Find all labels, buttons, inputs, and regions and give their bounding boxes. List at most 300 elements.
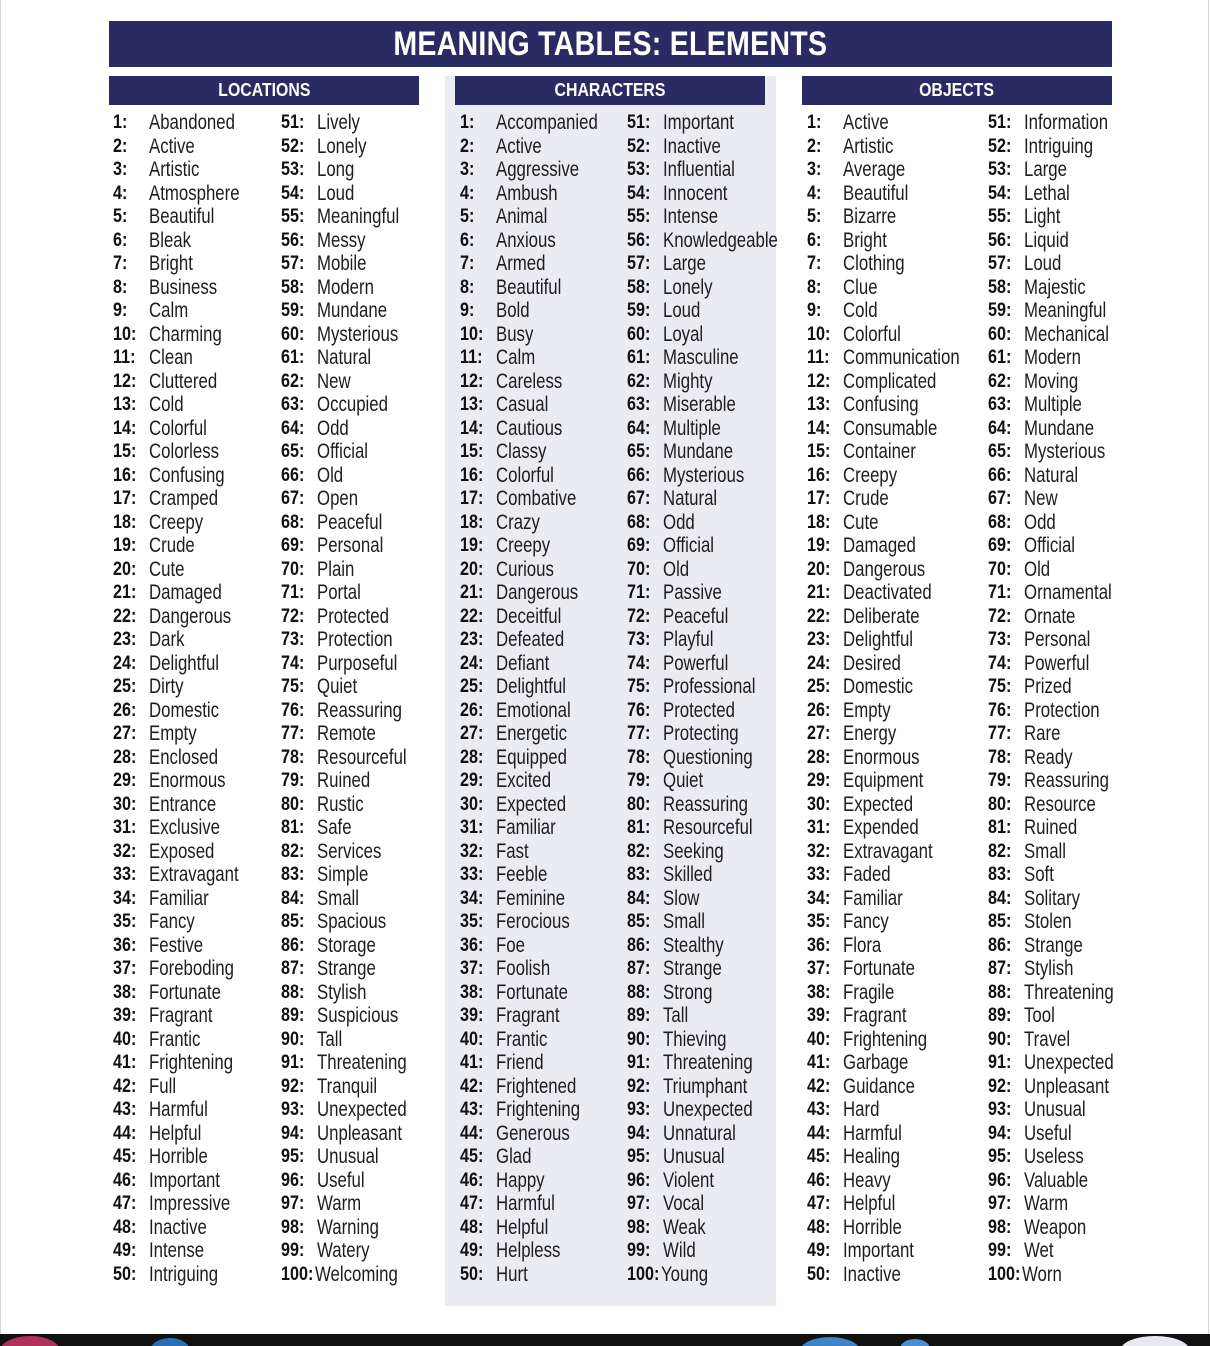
entry-number: 9: [113, 300, 128, 321]
entry-number: 88: [281, 981, 305, 1003]
table-entry [281, 1239, 441, 1263]
entry-number: 67: [281, 488, 305, 509]
entry-word: Moving [1024, 369, 1079, 393]
entry-word: Aggressive [496, 158, 580, 181]
table-entry [988, 699, 1110, 723]
entry-number: 30: [460, 793, 484, 815]
table-entry [281, 182, 441, 206]
entry-word: Beautiful [149, 205, 215, 228]
entry-word: Flora [843, 933, 882, 957]
entry-word: Business [149, 275, 218, 299]
entry-number: 78: [281, 746, 305, 768]
entry-number: 90: [281, 1028, 305, 1050]
entry-word: Fragrant [496, 1004, 560, 1027]
table-entry [807, 464, 985, 488]
entry-number: 63: [281, 394, 305, 415]
entry-word: Energetic [496, 722, 567, 745]
entry-word: Seeking [663, 839, 724, 863]
table-entry [988, 887, 1110, 911]
objects-header [802, 76, 1112, 105]
entry-number: 61: [988, 347, 1012, 368]
table-entry [460, 182, 625, 206]
table-entry [807, 699, 985, 723]
table-entry [627, 487, 772, 511]
table-entry [988, 1051, 1114, 1075]
entry-number: 73: [988, 629, 1012, 650]
entry-number: 93: [988, 1099, 1012, 1120]
entry-number: 19: [113, 535, 137, 556]
entry-word: Weak [663, 1215, 706, 1239]
table-entry [460, 1098, 625, 1122]
table-entry [627, 205, 772, 229]
entry-number: 49: [807, 1240, 831, 1261]
entry-number: 79: [988, 770, 1012, 791]
table-entry [807, 1263, 985, 1287]
entry-number: 47: [807, 1193, 831, 1214]
table-entry [281, 840, 441, 864]
table-entry [113, 793, 278, 817]
table-entry [281, 158, 441, 182]
entry-number: 50: [460, 1263, 484, 1285]
entry-word: Fragrant [149, 1004, 213, 1027]
entry-word: Safe [317, 816, 352, 839]
entry-number: 27: [807, 723, 831, 744]
table-entry [807, 581, 985, 605]
entry-word: Tall [663, 1004, 689, 1027]
table-entry [281, 323, 441, 347]
entry-number: 14: [113, 417, 137, 439]
table-entry [988, 111, 1110, 135]
table-entry [281, 1028, 441, 1052]
entry-number: 13: [807, 394, 831, 415]
entry-word: Liquid [1024, 228, 1069, 252]
entry-word: Frightening [496, 1098, 581, 1121]
page-title: MEANING TABLES: ELEMENTS [393, 24, 828, 63]
table-entry [113, 863, 278, 887]
characters-header [455, 76, 765, 105]
entry-number: 51: [627, 112, 651, 133]
entry-number: 58: [627, 276, 651, 298]
table-entry [807, 769, 985, 793]
table-entry [988, 205, 1110, 229]
table-entry [460, 746, 625, 770]
entry-word: Bizarre [843, 205, 897, 228]
entry-number: 85: [627, 911, 651, 932]
table-entry [988, 793, 1110, 817]
entry-word: Intense [663, 205, 719, 228]
table-entry [627, 1122, 772, 1146]
table-entry [988, 581, 1110, 605]
table-entry [113, 534, 278, 558]
entry-word: Familiar [496, 816, 556, 839]
entry-number: 25: [460, 676, 484, 697]
entry-number: 28: [460, 746, 484, 768]
entry-word: Exclusive [149, 816, 220, 839]
table-entry [460, 135, 625, 159]
entry-number: 17: [460, 488, 484, 509]
entry-number: 98: [281, 1216, 305, 1238]
entry-number: 73: [281, 629, 305, 650]
entry-word: Protection [317, 628, 393, 651]
entry-number: 5: [113, 206, 128, 227]
entry-word: Fragile [843, 980, 895, 1004]
entry-word: Communication [843, 346, 960, 369]
entry-number: 94: [281, 1122, 305, 1144]
entry-word: Equipment [843, 769, 924, 792]
entry-number: 15: [113, 441, 137, 462]
entry-word: Excited [496, 769, 552, 792]
table-entry [807, 205, 985, 229]
entry-number: 39: [807, 1005, 831, 1026]
table-entry [988, 558, 1110, 582]
entry-word: Quiet [317, 675, 358, 698]
entry-word: Stolen [1024, 910, 1072, 933]
entry-number: 28: [807, 746, 831, 768]
entry-number: 58: [988, 276, 1012, 298]
entry-word: Cluttered [149, 369, 218, 393]
table-entry [988, 511, 1110, 535]
entry-number: 40: [807, 1028, 831, 1050]
entry-number: 3: [113, 159, 128, 180]
entry-number: 44: [460, 1122, 484, 1144]
entry-number: 31: [460, 817, 484, 838]
entry-word: Personal [317, 534, 384, 557]
table-entry [627, 887, 772, 911]
table-entry [281, 511, 441, 535]
entry-word: Old [663, 557, 690, 581]
entry-word: Hard [843, 1098, 880, 1121]
entry-word: Full [149, 1074, 177, 1098]
entry-word: Passive [663, 581, 722, 604]
entry-number: 4: [113, 182, 128, 204]
table-entry [281, 464, 441, 488]
entry-number: 50: [807, 1263, 831, 1285]
entry-number: 33: [460, 864, 484, 885]
entry-word: Reassuring [317, 698, 402, 722]
entry-number: 18: [807, 511, 831, 533]
entry-word: Natural [663, 487, 718, 510]
entry-number: 72: [988, 605, 1012, 627]
entry-word: Natural [317, 346, 372, 369]
entry-number: 90: [988, 1028, 1012, 1050]
table-entry [807, 182, 985, 206]
table-entry [988, 1122, 1110, 1146]
table-entry [281, 934, 441, 958]
table-entry [460, 793, 625, 817]
entry-word: Stylish [1024, 957, 1074, 980]
entry-number: 32: [113, 840, 137, 862]
table-entry [807, 135, 985, 159]
entry-word: Strange [663, 957, 722, 980]
entry-number: 97: [627, 1193, 651, 1214]
entry-word: Suspicious [317, 1004, 399, 1027]
entry-word: Unnatural [663, 1121, 736, 1145]
entry-number: 42: [460, 1075, 484, 1097]
entry-word: Dangerous [496, 581, 579, 604]
entry-word: Frightened [496, 1074, 577, 1098]
entry-word: Inactive [149, 1215, 207, 1239]
entry-word: Healing [843, 1145, 900, 1168]
table-entry [281, 417, 441, 441]
entry-word: Personal [1024, 628, 1091, 651]
entry-word: Solitary [1024, 886, 1081, 910]
table-entry [281, 1075, 441, 1099]
table-entry [113, 887, 278, 911]
entry-number: 19: [460, 535, 484, 556]
table-entry [627, 581, 772, 605]
entry-number: 48: [807, 1216, 831, 1238]
entry-word: Calm [149, 299, 189, 322]
table-entry [113, 816, 278, 840]
entry-word: Light [1024, 205, 1061, 228]
table-entry [460, 605, 625, 629]
entry-word: Modern [317, 275, 374, 299]
table-entry [281, 135, 441, 159]
entry-word: Mundane [663, 440, 734, 463]
entry-word: Dirty [149, 675, 184, 698]
entry-word: Remote [317, 722, 376, 745]
table-entry [988, 1169, 1110, 1193]
entry-number: 71: [281, 582, 305, 603]
entry-word: Mobile [317, 252, 367, 275]
table-entry [460, 887, 625, 911]
entry-word: Charming [149, 322, 222, 346]
entry-number: 99: [281, 1240, 305, 1261]
entry-word: Intense [149, 1239, 205, 1262]
entry-number: 23: [807, 629, 831, 650]
entry-number: 16: [807, 464, 831, 486]
entry-word: Colorless [149, 440, 220, 463]
entry-word: Confusing [149, 463, 225, 487]
table-entry [807, 887, 985, 911]
table-entry [460, 769, 625, 793]
entry-number: 36: [460, 934, 484, 956]
entry-number: 43: [460, 1099, 484, 1120]
entry-number: 2: [460, 135, 475, 157]
table-entry [460, 581, 625, 605]
table-entry [627, 252, 772, 276]
table-entry [113, 840, 278, 864]
entry-word: Confusing [843, 393, 919, 416]
entry-number: 91: [988, 1052, 1012, 1073]
table-entry [988, 675, 1110, 699]
table-entry [460, 981, 625, 1005]
entry-number: 44: [807, 1122, 831, 1144]
entry-number: 68: [281, 511, 305, 533]
entry-number: 1: [807, 112, 822, 133]
table-entry [281, 205, 441, 229]
entry-number: 52: [281, 135, 305, 157]
table-entry [988, 229, 1110, 253]
table-entry [627, 111, 772, 135]
characters-list-51-100 [627, 111, 778, 1286]
entry-number: 4: [460, 182, 475, 204]
table-entry [988, 652, 1110, 676]
table-entry [113, 558, 278, 582]
entry-word: Resource [1024, 792, 1096, 816]
table-entry [113, 158, 278, 182]
entry-word: Powerful [1024, 651, 1090, 675]
table-entry [627, 605, 772, 629]
entry-word: Unusual [1024, 1098, 1086, 1121]
table-entry [988, 158, 1110, 182]
entry-word: Hurt [496, 1262, 528, 1286]
table-entry [627, 816, 772, 840]
entry-word: Horrible [149, 1145, 208, 1168]
entry-word: Ornamental [1024, 581, 1112, 604]
table-entry [460, 1122, 625, 1146]
entry-number: 81: [988, 817, 1012, 838]
entry-number: 100: [988, 1263, 1021, 1285]
entry-word: Familiar [149, 886, 209, 910]
entry-number: 25: [113, 676, 137, 697]
entry-word: Unexpected [663, 1098, 753, 1121]
entry-number: 70: [281, 558, 305, 580]
entry-word: Unexpected [317, 1098, 407, 1121]
entry-number: 7: [113, 253, 128, 274]
entry-number: 55: [988, 206, 1012, 227]
entry-word: Mundane [1024, 416, 1095, 440]
table-entry [807, 675, 985, 699]
entry-number: 32: [460, 840, 484, 862]
table-entry [460, 675, 625, 699]
entry-number: 22: [113, 605, 137, 627]
table-entry [281, 558, 441, 582]
entry-number: 6: [113, 229, 128, 251]
table-entry [460, 111, 625, 135]
table-entry [627, 1239, 772, 1263]
entry-word: Modern [1024, 346, 1081, 369]
table-entry [460, 628, 625, 652]
entry-word: Combative [496, 487, 577, 510]
table-entry [807, 934, 985, 958]
table-entry [281, 1122, 441, 1146]
table-entry [807, 1169, 985, 1193]
entry-number: 37: [460, 958, 484, 979]
entry-word: Ferocious [496, 910, 570, 933]
entry-number: 30: [807, 793, 831, 815]
entry-number: 10: [460, 323, 484, 345]
table-entry [281, 628, 441, 652]
entry-word: Frightening [149, 1051, 234, 1074]
table-entry [807, 1098, 985, 1122]
table-entry [113, 229, 278, 253]
entry-word: Expected [496, 792, 567, 816]
entry-word: Prized [1024, 675, 1072, 698]
entry-number: 55: [627, 206, 651, 227]
entry-word: Enormous [149, 769, 226, 792]
entry-word: Knowledgeable [663, 228, 778, 252]
entry-number: 12: [807, 370, 831, 392]
entry-word: Calm [496, 346, 536, 369]
table-entry [807, 346, 985, 370]
entry-number: 87: [988, 958, 1012, 979]
entry-word: Helpful [843, 1192, 896, 1215]
entry-number: 97: [988, 1193, 1012, 1214]
entry-word: Feeble [496, 863, 548, 886]
table-entry [113, 323, 278, 347]
entry-word: Masculine [663, 346, 739, 369]
table-entry [627, 1169, 772, 1193]
entry-word: Quiet [663, 769, 704, 792]
entry-number: 16: [460, 464, 484, 486]
entry-word: Impressive [149, 1192, 231, 1215]
entry-word: Friend [496, 1051, 544, 1074]
entry-number: 66: [281, 464, 305, 486]
entry-number: 33: [807, 864, 831, 885]
table-entry [460, 722, 625, 746]
table-entry [113, 746, 278, 770]
entry-word: Simple [317, 863, 369, 886]
table-entry [281, 252, 441, 276]
entry-word: Horrible [843, 1215, 902, 1239]
entry-word: Exposed [149, 839, 215, 863]
entry-word: Crude [149, 534, 195, 557]
entry-word: Official [663, 534, 715, 557]
entry-word: Rare [1024, 722, 1061, 745]
entry-word: Ruined [317, 769, 371, 792]
table-entry [460, 417, 625, 441]
entry-number: 9: [460, 300, 475, 321]
table-entry [988, 863, 1110, 887]
entry-number: 80: [627, 793, 651, 815]
entry-word: Mysterious [1024, 440, 1106, 463]
entry-number: 54: [988, 182, 1012, 204]
entry-number: 81: [281, 817, 305, 838]
entry-number: 53: [281, 159, 305, 180]
table-entry [460, 652, 625, 676]
entry-number: 11: [460, 347, 483, 368]
entry-number: 45: [113, 1146, 137, 1167]
entry-word: Welcoming [315, 1262, 398, 1286]
entry-number: 50: [113, 1263, 137, 1285]
table-entry [113, 1263, 278, 1287]
table-entry [627, 1075, 772, 1099]
entry-number: 57: [281, 253, 305, 274]
entry-word: Fortunate [149, 980, 221, 1004]
table-entry [460, 863, 625, 887]
entry-word: Small [1024, 839, 1067, 863]
entry-word: Helpless [496, 1239, 561, 1262]
entry-number: 85: [988, 911, 1012, 932]
objects-list-51-100 [988, 111, 1114, 1286]
table-entry [113, 699, 278, 723]
table-entry [988, 980, 1114, 1005]
entry-word: Large [663, 252, 706, 275]
entry-word: Useful [1024, 1121, 1072, 1145]
entry-number: 51: [281, 112, 305, 133]
entry-number: 57: [627, 253, 651, 274]
entry-number: 71: [988, 582, 1012, 603]
table-entry [988, 299, 1110, 323]
entry-word: Odd [317, 416, 349, 440]
entry-number: 20: [807, 558, 831, 580]
entry-word: Intriguing [1024, 134, 1094, 158]
entry-number: 67: [627, 488, 651, 509]
entry-number: 62: [627, 370, 651, 392]
table-entry [807, 957, 985, 981]
table-entry [281, 229, 441, 253]
entry-word: Harmful [149, 1098, 208, 1121]
entry-number: 22: [807, 605, 831, 627]
entry-word: Tool [1024, 1004, 1055, 1027]
entry-word: Consumable [843, 416, 938, 440]
entry-word: Ambush [496, 181, 558, 205]
table-entry [627, 699, 772, 723]
entry-word: Resourceful [663, 816, 753, 839]
entry-word: Plain [317, 557, 355, 581]
table-entry [807, 1122, 985, 1146]
